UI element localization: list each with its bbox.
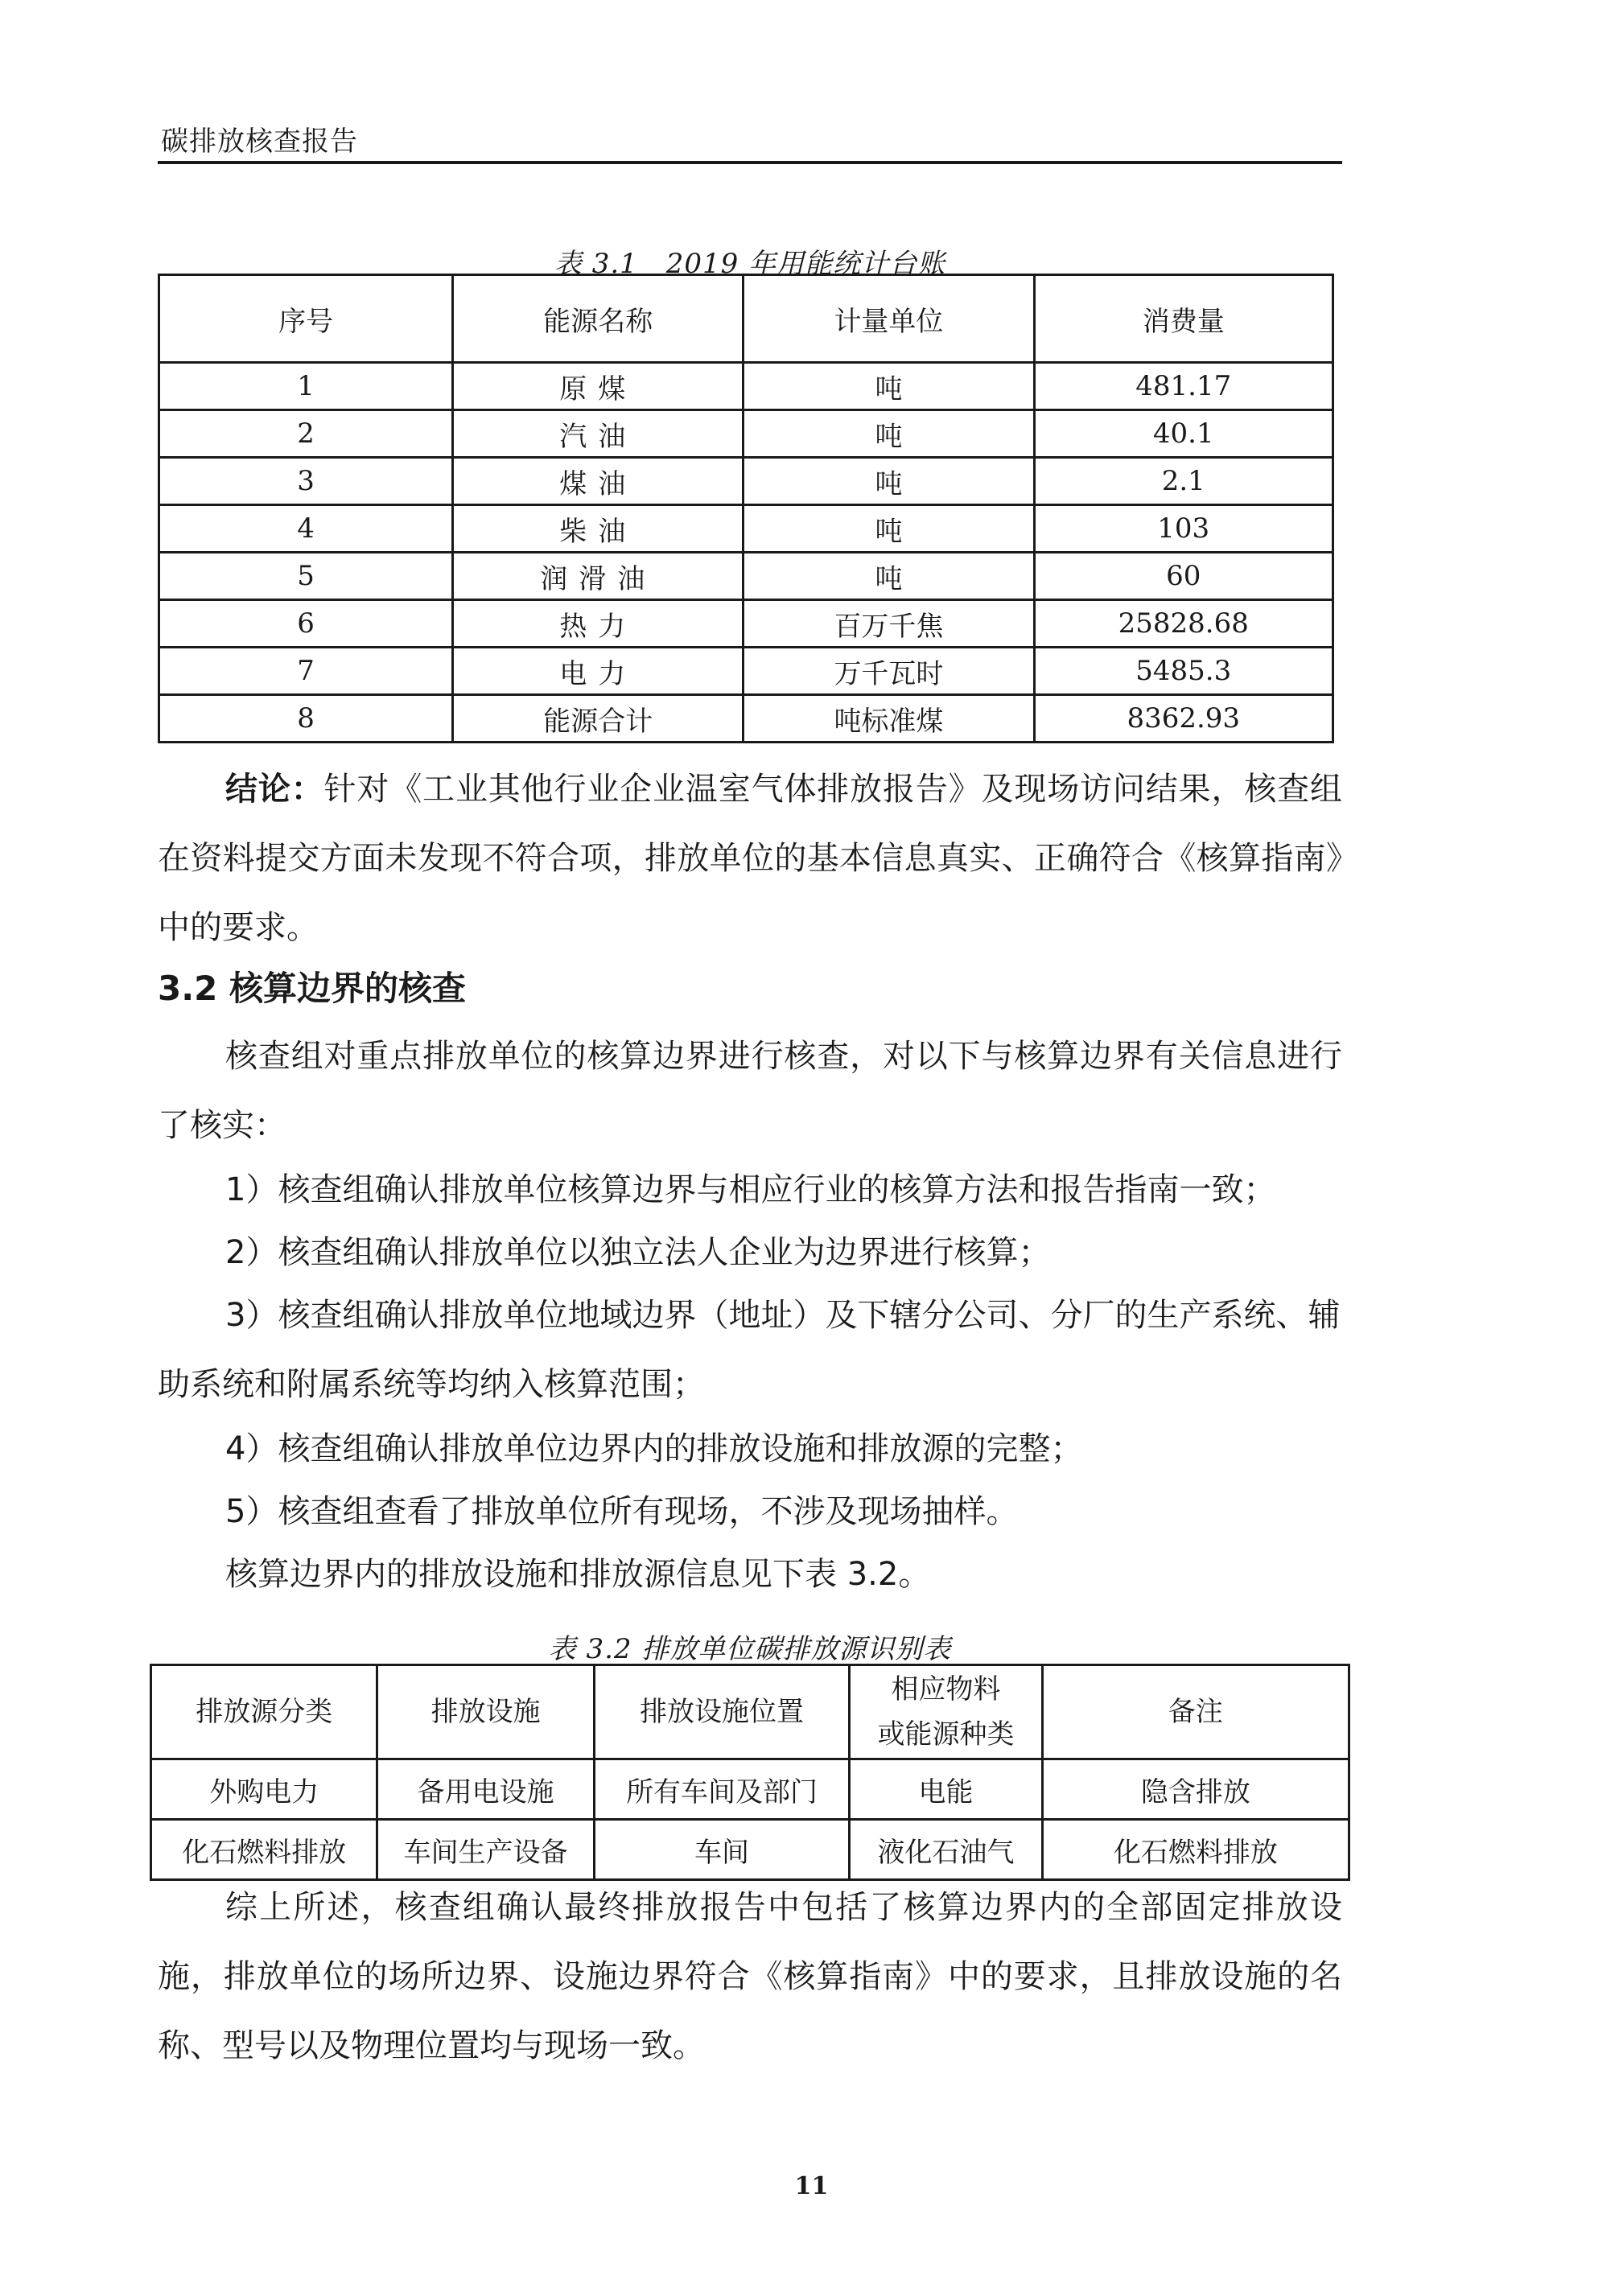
energy-statistics-table bbox=[158, 274, 1334, 743]
list-item: 5）核查组查看了排放单位所有现场，不涉及现场抽样。 bbox=[225, 1493, 1019, 1530]
table-row bbox=[159, 648, 1333, 695]
cell-unit: 吨 bbox=[744, 553, 1034, 600]
col-header-consumption: 消费量 bbox=[1034, 275, 1333, 363]
list-item: 3）核查组确认排放单位地域边界（地址）及下辖分公司、分厂的生产系统、辅助系统和附属系统等均纳入核算范围； bbox=[158, 1297, 1341, 1403]
list-item: 1）核查组确认排放单位核算边界与相应行业的核算方法和报告指南一致； bbox=[225, 1171, 1276, 1208]
cell-source-category: 化石燃料排放 bbox=[151, 1820, 377, 1880]
table-3-1-caption: 表 3.1 2019 年用能统计台账 bbox=[554, 248, 946, 280]
table-row bbox=[159, 505, 1333, 553]
table-row bbox=[159, 695, 1333, 743]
cell-consumption: 40.1 bbox=[1034, 410, 1333, 458]
cell-facility-location: 车间 bbox=[594, 1820, 849, 1880]
col-header-index: 序号 bbox=[159, 275, 453, 363]
section-intro: 核查组对重点排放单位的核算边界进行核查，对以下与核算边界有关信息进行了核实： bbox=[158, 1038, 1342, 1144]
table-row bbox=[159, 410, 1333, 458]
page-number: 11 bbox=[794, 2172, 829, 2200]
cell-material-type: 电能 bbox=[850, 1759, 1043, 1820]
conclusion-paragraph bbox=[158, 755, 1342, 962]
cell-energy-name: 能源合计 bbox=[453, 695, 744, 743]
cell-energy-name: 原煤 bbox=[453, 363, 744, 410]
col-header-facility: 排放设施 bbox=[377, 1665, 594, 1759]
conclusion-label: 结论： bbox=[225, 771, 324, 808]
list-item: 4）核查组确认排放单位边界内的排放设施和排放源的完整； bbox=[225, 1430, 1083, 1467]
col-header-unit: 计量单位 bbox=[744, 275, 1034, 363]
col-header-energy-name: 能源名称 bbox=[453, 275, 744, 363]
cell-material-type: 液化石油气 bbox=[850, 1820, 1043, 1880]
conclusion-text: 针对《工业其他行业企业温室气体排放报告》及现场访问结果，核查组在资料提交方面未发现不符合项，排放单位的基本信息真实、正确符合《核算指南》中的要求。 bbox=[158, 771, 1343, 946]
cell-consumption: 60 bbox=[1034, 553, 1333, 600]
list-item: 2）核查组确认排放单位以独立法人企业为边界进行核算； bbox=[225, 1234, 1051, 1271]
cell-index: 8 bbox=[159, 695, 453, 743]
cell-energy-name: 热力 bbox=[453, 600, 744, 648]
cell-remarks: 化石燃料排放 bbox=[1042, 1820, 1349, 1880]
table-row bbox=[159, 553, 1333, 600]
col-header-material-type bbox=[850, 1665, 1043, 1759]
cell-index: 3 bbox=[159, 458, 453, 505]
cell-unit: 吨 bbox=[744, 505, 1034, 553]
table-header-row bbox=[159, 275, 1333, 363]
table-row bbox=[159, 458, 1333, 505]
col-header-material-line1: 相应物料 bbox=[891, 1673, 1001, 1706]
table-reference: 核算边界内的排放设施和排放源信息见下表 3.2。 bbox=[225, 1556, 931, 1593]
table-header-row bbox=[151, 1665, 1349, 1759]
cell-index: 7 bbox=[159, 648, 453, 695]
cell-facility: 车间生产设备 bbox=[377, 1820, 594, 1880]
cell-energy-name: 汽油 bbox=[453, 410, 744, 458]
cell-consumption: 103 bbox=[1034, 505, 1333, 553]
cell-unit: 吨 bbox=[744, 410, 1034, 458]
col-header-remarks: 备注 bbox=[1042, 1665, 1349, 1759]
emission-source-table bbox=[150, 1664, 1350, 1881]
cell-consumption: 481.17 bbox=[1034, 363, 1333, 410]
cell-index: 4 bbox=[159, 505, 453, 553]
cell-energy-name: 润滑油 bbox=[453, 553, 744, 600]
cell-unit: 万千瓦时 bbox=[744, 648, 1034, 695]
cell-energy-name: 电力 bbox=[453, 648, 744, 695]
cell-facility: 备用电设施 bbox=[377, 1759, 594, 1820]
cell-index: 5 bbox=[159, 553, 453, 600]
running-header: 碳排放核查报告 bbox=[161, 125, 358, 158]
col-header-material-line2: 或能源种类 bbox=[877, 1718, 1015, 1751]
col-header-source-category: 排放源分类 bbox=[151, 1665, 377, 1759]
cell-facility-location: 所有车间及部门 bbox=[594, 1759, 849, 1820]
cell-source-category: 外购电力 bbox=[151, 1759, 377, 1820]
cell-index: 6 bbox=[159, 600, 453, 648]
cell-energy-name: 煤油 bbox=[453, 458, 744, 505]
table-row bbox=[159, 363, 1333, 410]
cell-consumption: 8362.93 bbox=[1034, 695, 1333, 743]
table-row bbox=[151, 1820, 1349, 1880]
cell-unit: 吨 bbox=[744, 363, 1034, 410]
cell-index: 1 bbox=[159, 363, 453, 410]
table-row bbox=[151, 1759, 1349, 1820]
cell-energy-name: 柴油 bbox=[453, 505, 744, 553]
cell-consumption: 2.1 bbox=[1034, 458, 1333, 505]
cell-index: 2 bbox=[159, 410, 453, 458]
cell-consumption: 25828.68 bbox=[1034, 600, 1333, 648]
section-title: 3.2 核算边界的核查 bbox=[158, 969, 467, 1008]
cell-unit: 百万千焦 bbox=[744, 600, 1034, 648]
table-row bbox=[159, 600, 1333, 648]
cell-consumption: 5485.3 bbox=[1034, 648, 1333, 695]
cell-unit: 吨 bbox=[744, 458, 1034, 505]
cell-remarks: 隐含排放 bbox=[1042, 1759, 1349, 1820]
col-header-facility-location: 排放设施位置 bbox=[594, 1665, 849, 1759]
summary-paragraph: 综上所述，核查组确认最终排放报告中包括了核算边界内的全部固定排放设施，排放单位的场所边界、设施边界符合《核算指南》中的要求，且排放设施的名称、型号以及物理位置均与现场一致。 bbox=[158, 1889, 1342, 2064]
table-3-2-caption: 表 3.2 排放单位碳排放源识别表 bbox=[548, 1633, 952, 1665]
cell-unit: 吨标准煤 bbox=[744, 695, 1034, 743]
header-rule bbox=[158, 161, 1342, 164]
